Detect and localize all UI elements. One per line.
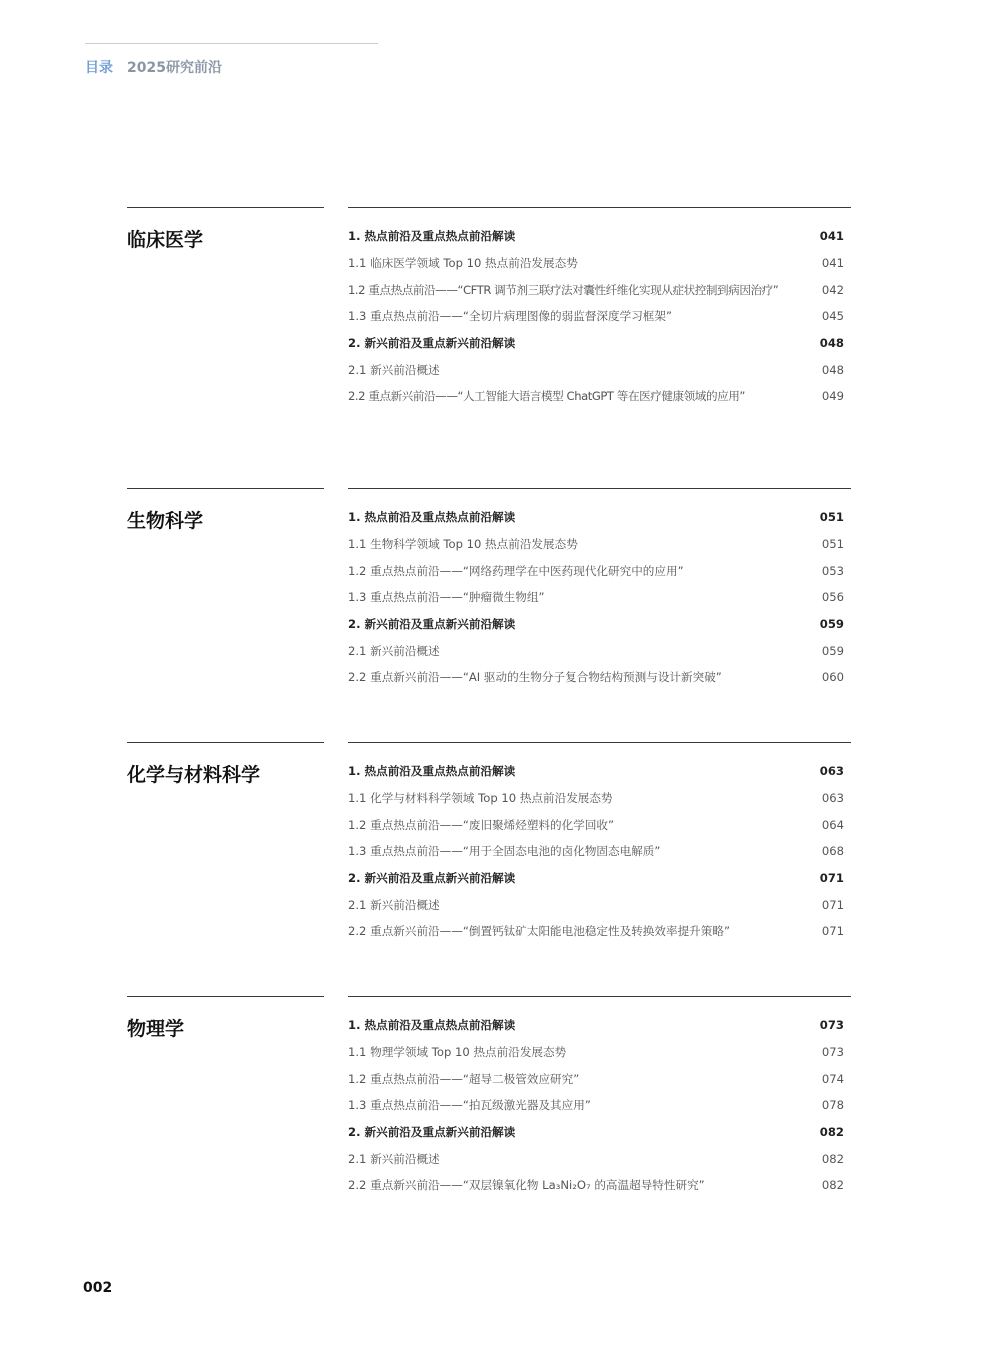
toc-entry-page: 071 <box>819 871 844 886</box>
toc-entry-page: 082 <box>821 1178 844 1193</box>
toc-entry-page: 048 <box>821 362 844 377</box>
toc-entry[interactable] <box>348 1012 844 1039</box>
toc-entry-label: 1. 热点前沿及重点热点前沿解读 <box>348 510 516 525</box>
toc-entry[interactable] <box>348 637 844 664</box>
toc-entry-page: 068 <box>821 844 844 859</box>
toc-entry-page: 059 <box>819 617 844 632</box>
toc-entry-label: 2.1 新兴前沿概述 <box>348 643 440 658</box>
toc-entry-label: 2.1 新兴前沿概述 <box>348 1151 440 1166</box>
toc-entry[interactable] <box>348 250 844 277</box>
toc-entry[interactable] <box>348 356 844 383</box>
section-title: 临床医学 <box>127 229 204 251</box>
toc-entry[interactable] <box>348 785 844 812</box>
toc-entry-label: 1.1 生物科学领域 Top 10 热点前沿发展态势 <box>348 537 578 552</box>
toc-entry-label: 1. 热点前沿及重点热点前沿解读 <box>348 229 516 244</box>
toc-entry-page: 059 <box>821 643 844 658</box>
toc-entry-label: 1.3 重点热点前沿——“拍瓦级激光器及其应用” <box>348 1098 591 1113</box>
toc-entry-page: 063 <box>819 764 844 779</box>
toc-entry[interactable] <box>348 611 844 638</box>
section-rule-left <box>127 742 324 743</box>
toc-entry-page: 041 <box>819 229 844 244</box>
toc-entry-page: 063 <box>821 791 844 806</box>
section-rule-right <box>348 996 851 997</box>
toc-entry[interactable] <box>348 838 844 865</box>
toc-entry[interactable] <box>348 303 844 330</box>
section-title: 生物科学 <box>127 510 204 532</box>
toc-entry[interactable] <box>348 383 844 410</box>
toc-entry[interactable] <box>348 584 844 611</box>
toc-entry[interactable] <box>348 918 844 945</box>
section-title: 物理学 <box>127 1018 185 1040</box>
toc-entry[interactable] <box>348 865 844 892</box>
toc-entry[interactable] <box>348 504 844 531</box>
toc-entry-label: 2.2 重点新兴前沿——“双层镍氧化物 La₃Ni₂O₇ 的高温超导特性研究” <box>348 1178 705 1193</box>
toc-entry-page: 042 <box>821 282 844 297</box>
toc-entry[interactable] <box>348 330 844 357</box>
toc-entry-label: 1.1 物理学领域 Top 10 热点前沿发展态势 <box>348 1045 567 1060</box>
toc-entry-page: 064 <box>821 817 844 832</box>
toc-entry-list <box>348 223 844 410</box>
toc-entry[interactable] <box>348 1039 844 1066</box>
toc-entry-page: 051 <box>821 537 844 552</box>
toc-entry-page: 051 <box>819 510 844 525</box>
toc-entry-page: 071 <box>821 897 844 912</box>
toc-entry[interactable] <box>348 1092 844 1119</box>
toc-entry-page: 073 <box>821 1045 844 1060</box>
toc-entry-label: 2.2 重点新兴前沿——“人工智能大语言模型 ChatGPT 等在医疗健康领域的应用” <box>348 389 745 404</box>
toc-entry-label: 2.1 新兴前沿概述 <box>348 362 440 377</box>
toc-entry-label: 2. 新兴前沿及重点新兴前沿解读 <box>348 617 516 632</box>
section-rule-left <box>127 207 324 208</box>
toc-entry-label: 1.1 化学与材料科学领域 Top 10 热点前沿发展态势 <box>348 791 613 806</box>
toc-entry-label: 2.2 重点新兴前沿——“AI 驱动的生物分子复合物结构预测与设计新突破” <box>348 670 722 685</box>
toc-entry[interactable] <box>348 1065 844 1092</box>
toc-entry[interactable] <box>348 1145 844 1172</box>
toc-entry-label: 1.2 重点热点前沿——“废旧聚烯烃塑料的化学回收” <box>348 817 615 832</box>
toc-entry-label: 2.1 新兴前沿概述 <box>348 897 440 912</box>
toc-entry-label: 1.2 重点热点前沿——“网络药理学在中医药现代化研究中的应用” <box>348 563 684 578</box>
section-rule-left <box>127 488 324 489</box>
toc-entry-label: 2.2 重点新兴前沿——“倒置钙钛矿太阳能电池稳定性及转换效率提升策略” <box>348 924 730 939</box>
toc-entry-page: 053 <box>821 563 844 578</box>
toc-entry[interactable] <box>348 891 844 918</box>
toc-entry-page: 041 <box>821 256 844 271</box>
section-rule-right <box>348 207 851 208</box>
toc-entry-label: 1.3 重点热点前沿——“全切片病理图像的弱监督深度学习框架” <box>348 309 672 324</box>
toc-entry[interactable] <box>348 664 844 691</box>
toc-entry-page: 078 <box>821 1098 844 1113</box>
section-title: 化学与材料科学 <box>127 764 261 786</box>
toc-entry[interactable] <box>348 1119 844 1146</box>
toc-entry-label: 2. 新兴前沿及重点新兴前沿解读 <box>348 1125 516 1140</box>
header-rule <box>85 43 378 44</box>
toc-entry-label: 1.2 重点热点前沿——“超导二极管效应研究” <box>348 1071 580 1086</box>
page-number: 002 <box>83 1280 113 1296</box>
header-report-title: 2025研究前沿 <box>127 60 222 76</box>
toc-entry-label: 1.2 重点热点前沿——“CFTR 调节剂三联疗法对囊性纤维化实现从症状控制到病因治疗” <box>348 282 779 297</box>
toc-entry-page: 071 <box>821 924 844 939</box>
toc-entry-page: 074 <box>821 1071 844 1086</box>
section-rule-left <box>127 996 324 997</box>
header-toc-label: 目录 <box>85 60 113 76</box>
toc-entry-label: 1.3 重点热点前沿——“用于全固态电池的卤化物固态电解质” <box>348 844 661 859</box>
toc-entry-page: 056 <box>821 590 844 605</box>
section-rule-right <box>348 742 851 743</box>
toc-entry-page: 082 <box>821 1151 844 1166</box>
toc-entry-page: 060 <box>821 670 844 685</box>
toc-entry-page: 082 <box>819 1125 844 1140</box>
running-header <box>85 57 222 77</box>
toc-entry-list <box>348 758 844 945</box>
toc-entry[interactable] <box>348 557 844 584</box>
toc-entry-page: 045 <box>821 309 844 324</box>
toc-entry-list <box>348 504 844 691</box>
toc-entry-label: 1. 热点前沿及重点热点前沿解读 <box>348 764 516 779</box>
toc-entry[interactable] <box>348 758 844 785</box>
toc-entry-label: 1.1 临床医学领域 Top 10 热点前沿发展态势 <box>348 256 578 271</box>
toc-entry[interactable] <box>348 223 844 250</box>
toc-entry-page: 073 <box>819 1018 844 1033</box>
toc-entry[interactable] <box>348 531 844 558</box>
toc-entry-page: 049 <box>821 389 844 404</box>
section-rule-right <box>348 488 851 489</box>
toc-entry-label: 1. 热点前沿及重点热点前沿解读 <box>348 1018 516 1033</box>
toc-entry-label: 2. 新兴前沿及重点新兴前沿解读 <box>348 871 516 886</box>
toc-entry[interactable] <box>348 276 844 303</box>
toc-entry[interactable] <box>348 811 844 838</box>
toc-entry-label: 2. 新兴前沿及重点新兴前沿解读 <box>348 336 516 351</box>
toc-entry[interactable] <box>348 1172 844 1199</box>
toc-entry-list <box>348 1012 844 1199</box>
toc-entry-label: 1.3 重点热点前沿——“肿瘤微生物组” <box>348 590 545 605</box>
toc-entry-page: 048 <box>819 336 844 351</box>
